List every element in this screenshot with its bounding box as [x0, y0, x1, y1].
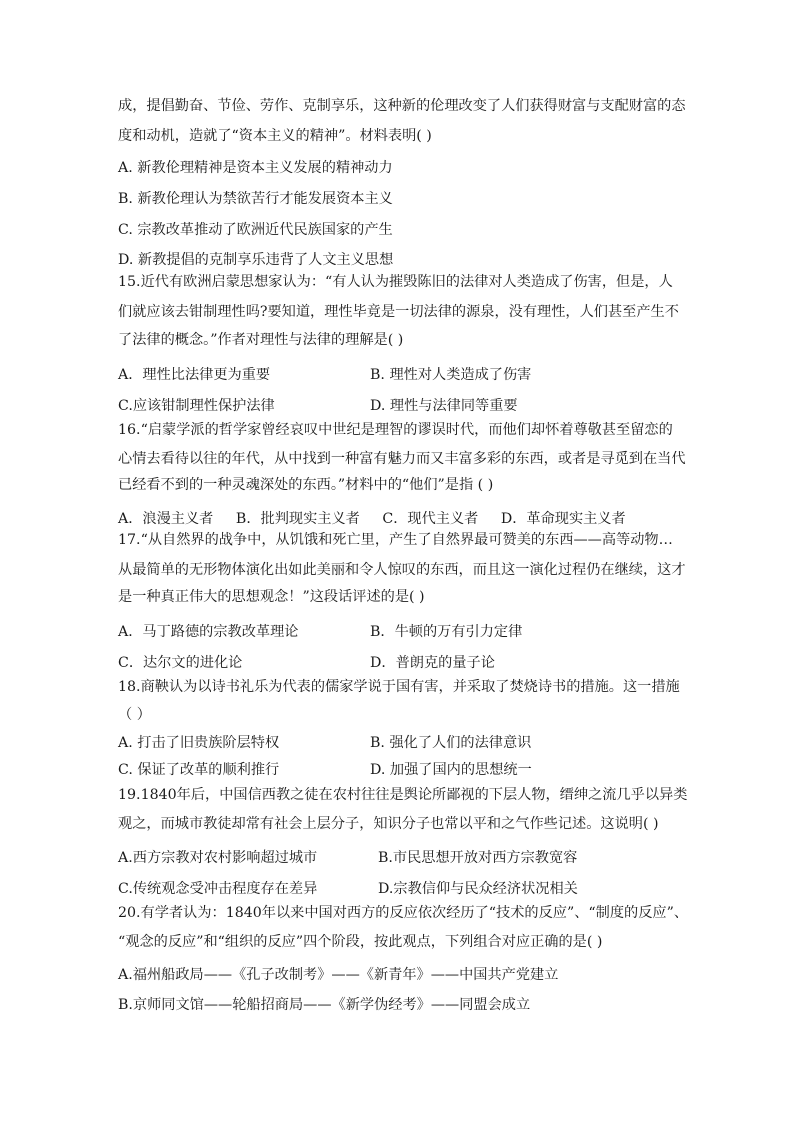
- q15-option-a: A．理性比法律更为重要: [118, 367, 271, 383]
- text-line: 度和动机，造就了“资本主义的精神”。材料表明( ): [118, 128, 432, 144]
- q17-option-c: C．达尔文的进化论: [118, 655, 243, 671]
- question-18-line: （ ）: [118, 707, 151, 723]
- question-20-line: “观念的反应”和“组织的反应”四个阶段，按此观点，下列组合对应正确的是( ): [118, 934, 603, 950]
- q16-option-b: B．批判现实主义者: [235, 511, 360, 527]
- q19-option-b: B.市民思想开放对西方宗教宽容: [378, 850, 578, 866]
- q18-options-row: [118, 733, 678, 753]
- q15-options-row: [118, 365, 678, 385]
- q18-option-d: D. 加强了国内的思想统一: [370, 762, 532, 778]
- q15-option-d: D. 理性与法律同等重要: [370, 398, 518, 414]
- q20-option-b: B.京师同文馆——轮船招商局——《新学伪经考》——同盟会成立: [118, 997, 531, 1013]
- q17-option-d: D．普朗克的量子论: [370, 655, 495, 671]
- q18-option-a: A. 打击了旧贵族阶层特权: [118, 735, 280, 751]
- q18-options-row: [118, 760, 678, 780]
- question-20-line: 20.有学者认为：1840年以来中国对西方的反应依次经历了“技术的反应”、“制度的反应”、: [118, 905, 689, 921]
- question-15-line: 15.近代有欧洲启蒙思想家认为：“有人认为摧毁陈旧的法律对人类造成了伤害，但是，人: [118, 274, 673, 290]
- question-15-line: 们就应该去钳制理性吗?要知道，理性毕竟是一切法律的源泉，没有理性，人们甚至产生不: [118, 304, 679, 320]
- q20-option-a: A.福州船政局——《孔子改制考》——《新青年》——中国共产党建立: [118, 967, 559, 983]
- q15-option-c: C.应该钳制理性保护法律: [118, 398, 275, 414]
- question-17-line: 是一种真正伟大的思想观念！”这段话评述的是( ): [118, 589, 425, 605]
- option-a: A. 新教伦理精神是资本主义发展的精神动力: [118, 160, 393, 176]
- option-c: C. 宗教改革推动了欧洲近代民族国家的产生: [118, 222, 393, 238]
- q17-option-a: A．马丁路德的宗教改革理论: [118, 624, 299, 640]
- q17-option-b: B．牛顿的万有引力定律: [370, 624, 523, 640]
- q16-option-a: A．浪漫主义者: [118, 511, 214, 527]
- q19-options-row: [118, 879, 678, 899]
- q15-options-row: [118, 396, 678, 416]
- q19-option-a: A.西方宗教对农村影响超过城市: [118, 850, 318, 866]
- option-b: B. 新教伦理认为禁欲苦行才能发展资本主义: [118, 191, 393, 207]
- question-18-line: 18.商鞅认为以诗书礼乐为代表的儒家学说于国有害，并采取了焚烧诗书的措施。这一措施: [118, 679, 680, 695]
- q16-option-d: D．革命现实主义者: [500, 511, 626, 527]
- question-16-line: 16.“启蒙学派的哲学家曾经哀叹中世纪是理智的谬误时代，而他们却怀着尊敬甚至留恋的: [118, 422, 673, 438]
- question-17-line: 从最简单的无形物体演化出如此美丽和令人惊叹的东西，而且这一演化过程仍在继续，这才: [118, 562, 686, 578]
- q16-option-c: C．现代主义者: [382, 511, 479, 527]
- q17-options-row: [118, 622, 678, 642]
- q16-options-row: [118, 509, 678, 529]
- question-15-line: 了法律的概念。”作者对理性与法律的理解是( ): [118, 332, 404, 348]
- question-19-line: 19.1840年后，中国信西教之徒在农村往往是舆论所鄙视的下层人物，缙绅之流几乎以异类: [118, 787, 688, 803]
- q19-option-c: C.传统观念受冲击程度存在差异: [118, 881, 318, 897]
- question-16-line: 已经看不到的一种灵魂深处的东西。”材料中的“他们”是指 ( ): [118, 477, 494, 493]
- text-line: 成，提倡勤奋、节俭、劳作、克制享乐，这种新的伦理改变了人们获得财富与支配财富的态: [118, 98, 686, 114]
- question-17-line: 17.“从自然界的战争中，从饥饿和死亡里，产生了自然界最可赞美的东西——高等动物…: [118, 532, 673, 548]
- question-16-line: 心情去看待以往的年代，从中找到一种富有魅力而又丰富多彩的东西，或者是寻觅到在当代: [118, 451, 686, 467]
- q17-options-row: [118, 653, 678, 673]
- question-19-line: 观之，而城市教徒却常有社会上层分子，知识分子也常以平和之气作些记述。这说明( ): [118, 816, 659, 832]
- q19-option-d: D.宗教信仰与民众经济状况相关: [378, 881, 578, 897]
- q15-option-b: B. 理性对人类造成了伤害: [370, 367, 532, 383]
- q18-option-c: C. 保证了改革的顺利推行: [118, 762, 280, 778]
- option-d: D. 新教提倡的克制享乐违背了人文主义思想: [118, 252, 394, 268]
- q19-options-row: [118, 848, 678, 868]
- q18-option-b: B. 强化了人们的法律意识: [370, 735, 532, 751]
